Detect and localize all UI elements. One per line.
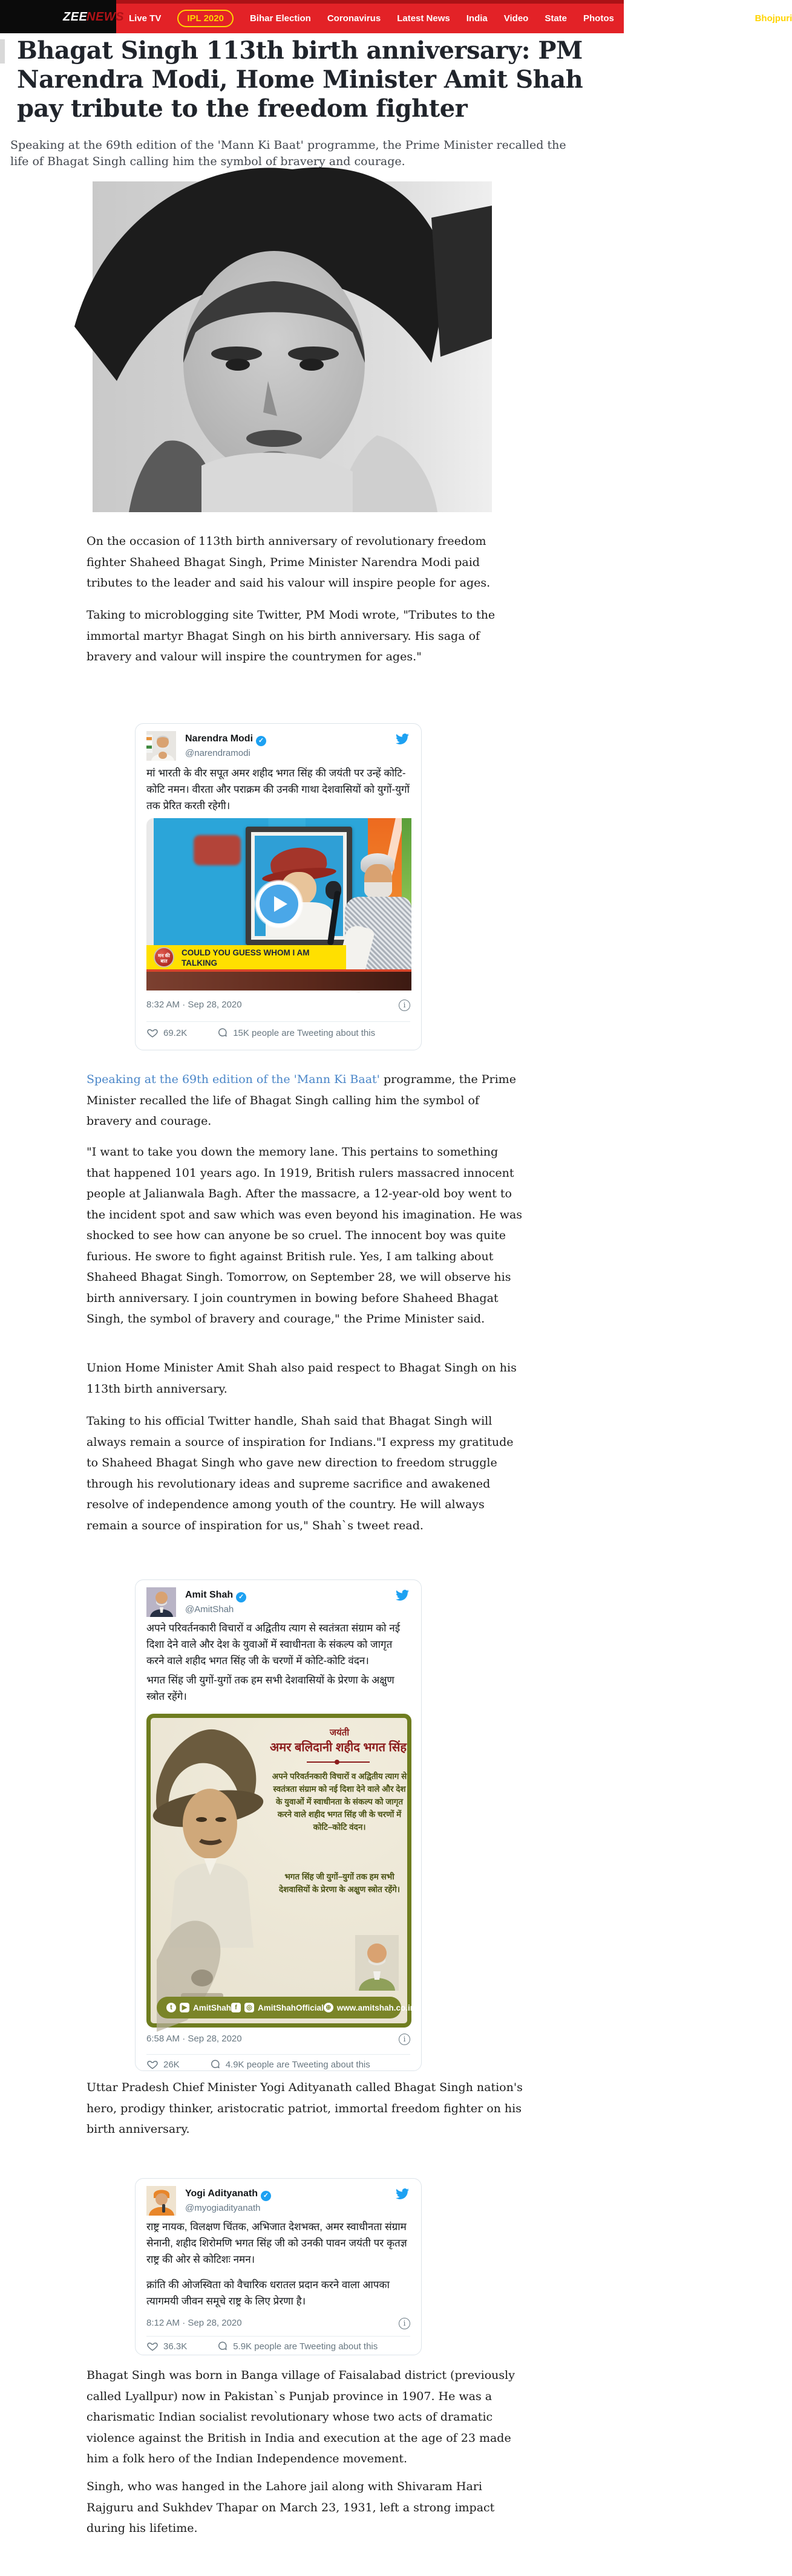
- poster-social-facebook: f ◎ AmitShahOfficial: [231, 2003, 324, 2012]
- like-button[interactable]: [146, 1027, 187, 1038]
- heart-icon: [146, 1027, 159, 1038]
- retweet-text: 15K people are Tweeting about this: [233, 1027, 376, 1038]
- like-count: 36.3K: [163, 2341, 188, 2352]
- nav-item-state[interactable]: State: [545, 13, 568, 24]
- like-button[interactable]: [146, 2341, 187, 2352]
- poster-title: अमर बलिदानी शहीद भगत सिंह: [270, 1741, 407, 1754]
- retweet-text: 5.9K people are Tweeting about this: [233, 2341, 378, 2352]
- like-button[interactable]: [146, 2059, 180, 2070]
- article-paragraph-8: Bhagat Singh was born in Banga village of Faisalabad district (previously called Lyallpur) now in Pakistan`s Punjab province in 1907. He was a charismatic Indian socialist revolutionary whose two acts of dramatic violence against the British in India and execution at the age of 23 made him a folk hero of the Indian Independence movement.: [87, 2369, 515, 2465]
- tweet-divider: [146, 2336, 410, 2337]
- tweet-text-hindi-2: क्रांति की ओजस्विता को वैचारिक धरातल प्रदान करने वाला आपका त्यागमयी जीवन समूचे राष्ट्र के लिए प्रेरणा है।: [146, 2279, 390, 2307]
- retweet-text: 4.9K people are Tweeting about this: [225, 2059, 370, 2070]
- poster-body-text-2: भगत सिंह जी युगों–युगों तक हम सभी देशवासियों के प्रेरणा के अक्षुण स्त्रोत रहेंगे।: [278, 1872, 401, 1894]
- poster-amit-shah-photo: [355, 1935, 399, 1991]
- tweet-video-thumbnail[interactable]: [146, 818, 411, 990]
- tweet-timestamp[interactable]: 8:12 AM · Sep 28, 2020: [146, 2318, 242, 2328]
- article-paragraph-7: Uttar Pradesh Chief Minister Yogi Adityanath called Bhagat Singh nation's hero, prodigy thinker, aristocratic patriot, immortal freedom fighter on his birth anniversary.: [87, 2081, 523, 2136]
- mann-ki-baat-link[interactable]: Speaking at the 69th edition of the 'Mann Ki Baat': [87, 1073, 380, 1086]
- avatar-yogi-adityanath[interactable]: [146, 2186, 176, 2216]
- zee-logo-text[interactable]: ZEE: [63, 10, 88, 24]
- nav-item-ipl-2020[interactable]: IPL 2020: [177, 10, 234, 27]
- tweet-timestamp[interactable]: 6:58 AM · Sep 28, 2020: [146, 2034, 242, 2044]
- globe-icon: ⊕: [324, 2003, 333, 2012]
- nav-item-photos[interactable]: Photos: [583, 13, 614, 24]
- scrollbar-fragment: [0, 39, 5, 63]
- bhagat-singh-portrait-art: [93, 181, 492, 512]
- nav-item-india[interactable]: India: [466, 13, 488, 24]
- page-title: Bhagat Singh 113th birth anniversary: PM Narendra Modi, Home Minister Amit Shah pay tribute to the freedom fighter: [17, 36, 583, 123]
- tweet-engagement-row: [146, 1027, 410, 1038]
- poster-social-twitter: t ▶ AmitShah: [166, 2003, 231, 2012]
- tweet-text-hindi-1: राष्ट्र नायक, विलक्षण चिंतक, अभिजात देशभक्त, अमर स्वाधीनता संग्राम सेनानी, शहीद शिरोमणि भगत सिंह जी को उनकी पावन जयंती पर कृतज्ञ राष्ट्र की ओर से कोटिशः नमन।: [146, 2221, 407, 2265]
- article-paragraph-9: Singh, who was hanged in the Lahore jail along with Shivaram Hari Rajguru and Sukhdev Thapar on March 23, 1931, left a strong impact during his lifetime.: [87, 2480, 495, 2535]
- poster-body-text-1: अपने परिवर्तनकारी विचारों व अद्वितीय त्याग से स्वतंत्रता संग्राम को नई दिशा देने वाले और देश के युवाओं में स्वाधीनता के संकल्प को जागृत करने वाले शहीद भगत सिंह जी के चरणों में कोटि–कोटि वंदन।: [272, 1772, 407, 1832]
- avatar-amit-shah[interactable]: [146, 1587, 176, 1617]
- like-count: 69.2K: [163, 1027, 188, 1038]
- tweet-author-handle[interactable]: @myogiadityanath: [185, 2203, 261, 2213]
- article-paragraph-1: On the occasion of 113th birth anniversary of revolutionary freedom fighter Shaheed Bhagat Singh, Prime Minister Narendra Modi paid tributes to the leader and said his valour will inspire people for ages.: [87, 535, 491, 590]
- play-button[interactable]: [256, 881, 302, 927]
- tweet-text-hindi-1: अपने परिवर्तनकारी विचारों व अद्वितीय त्याग से स्वतंत्रता संग्राम को नई दिशा देने वाले और देश के युवाओं में स्वाधीनता के संकल्प को जागृत करने वाले शहीद भगत सिंह जी के चरणों में कोटि-कोटि वंदन।: [146, 1622, 401, 1667]
- tweet-card-narendra-modi: [135, 723, 422, 1050]
- tweet-card-amit-shah: [135, 1579, 422, 2071]
- studio-red-shape: [194, 835, 241, 865]
- article-paragraph-3: Speaking at the 69th edition of the 'Mann Ki Baat' programme, the Prime Minister recalled the life of Bhagat Singh calling him the symbol of bravery and courage.: [87, 1073, 516, 1128]
- tweet-timestamp[interactable]: 8:32 AM · Sep 28, 2020: [146, 1000, 242, 1010]
- tweet-engagement-row: [146, 2341, 410, 2352]
- nav-items: [124, 4, 792, 33]
- tweet-author-name[interactable]: Narendra Modi ✓: [185, 733, 266, 746]
- speech-bubble-icon: [209, 2059, 221, 2070]
- tweet-text-hindi-2: भगत सिंह जी युगों-युगों तक हम सभी देशवासियों के प्रेरणा के अक्षुण स्त्रोत रहेंगे।: [146, 1674, 394, 1702]
- heart-icon: [146, 2341, 159, 2352]
- nav-item-cricket[interactable]: Cricket: [630, 13, 661, 24]
- verified-badge-icon: ✓: [261, 2191, 271, 2201]
- verified-badge-icon: ✓: [256, 736, 266, 746]
- nav-item-latest-news[interactable]: Latest News: [397, 13, 450, 24]
- poster-social-bar: [157, 1997, 416, 2018]
- speech-bubble-icon: [216, 2341, 228, 2352]
- verified-badge-icon: ✓: [236, 1592, 246, 1602]
- studio-desk: [146, 972, 411, 990]
- nav-item-live-tv[interactable]: Live TV: [129, 13, 162, 24]
- mann-ki-baat-logo: मन की बात: [154, 947, 174, 968]
- avatar-narendra-modi[interactable]: [146, 731, 176, 761]
- poster-title-small: जयंती: [329, 1728, 350, 1738]
- tweet-divider: [146, 2054, 410, 2055]
- twitter-icon: t: [166, 2003, 176, 2012]
- twitter-bird-icon[interactable]: [394, 732, 410, 746]
- tweet-author-name[interactable]: Amit Shah ✓: [185, 1590, 246, 1602]
- article-paragraph-6: Taking to his official Twitter handle, Shah said that Bhagat Singh will always remain a source of inspiration for Indians."I express my gratitude to Shaheed Bhagat Singh who gave new direction to freedom struggle through his revolutionary ideas and supreme sacrifice and awakened resolve of independence among youth of the country. He will always remain a source of inspiration for us," Shah`s tweet read.: [87, 1414, 514, 1532]
- tweet-author-handle[interactable]: @narendramodi: [185, 748, 250, 758]
- like-count: 26K: [163, 2059, 180, 2070]
- tweet-image-poster[interactable]: [146, 1714, 416, 2028]
- twitter-bird-icon[interactable]: [394, 2187, 410, 2200]
- tweeting-about-link[interactable]: [216, 2341, 378, 2352]
- nav-item-entertainment[interactable]: Entertainment: [677, 13, 739, 24]
- info-icon[interactable]: i: [399, 1000, 410, 1011]
- nav-item-video[interactable]: Video: [503, 13, 529, 24]
- poster-social-website: ⊕ www.amitshah.co.in: [324, 2003, 415, 2012]
- top-navbar: [0, 0, 792, 33]
- youtube-icon: ▶: [180, 2003, 189, 2012]
- nav-item-coronavirus[interactable]: Coronavirus: [327, 13, 381, 24]
- poster-divider: [307, 1761, 370, 1763]
- tweet-text-hindi: मां भारती के वीर सपूत अमर शहीद भगत सिंह की जयंती पर उन्हें कोटि-कोटि नमन। वीरता और पराक्रम की उनकी गाथा देशवासियों को युगों-युगों तक प्रेरित करती रहेगी।: [146, 767, 410, 812]
- twitter-bird-icon[interactable]: [394, 1589, 410, 1602]
- news-logo-text[interactable]: NEWS: [87, 10, 124, 24]
- article-paragraph-4: "I want to take you down the memory lane. This pertains to something that happened 101 years ago. In 1919, British rulers massacred innocent people at Jalianwala Bagh. After the massacre, a 12-year-old boy went to the incident spot and saw which was even beyond his imagination. He was shocked to see how can anyone be so cruel. The innocent boy was quite furious. He swore to fight against British rule. Yes, I am talking about Shaheed Bhagat Singh. Tomorrow, on September 28, we will observe his birth anniversary. I join countrymen in bowing before Shaheed Bhagat Singh, the symbol of bravery and courage," the Prime Minister said.: [87, 1145, 523, 1325]
- instagram-icon: ◎: [244, 2003, 254, 2012]
- video-caption-text: COULD YOU GUESS WHOM I AM TALKING: [182, 948, 310, 968]
- tweeting-about-link[interactable]: [209, 2059, 370, 2070]
- facebook-icon: f: [231, 2003, 241, 2012]
- speech-bubble-icon: [216, 1027, 228, 1038]
- tweeting-about-link[interactable]: [216, 1027, 375, 1038]
- tweet-card-yogi-adityanath: [135, 2178, 422, 2355]
- info-icon[interactable]: i: [399, 2318, 410, 2329]
- tweet-engagement-row: [146, 2059, 410, 2070]
- article-subtitle: Speaking at the 69th edition of the 'Mann Ki Baat' programme, the Prime Minister recalled the life of Bhagat Singh calling him the symbol of bravery and courage.: [10, 138, 566, 168]
- info-icon[interactable]: i: [399, 2034, 410, 2045]
- hero-image-bhagat-singh: [93, 181, 492, 512]
- tweet-divider: [146, 1021, 410, 1022]
- heart-icon: [146, 2059, 159, 2070]
- nav-item-bhojpuri[interactable]: Bhojpuri: [754, 13, 792, 24]
- tweet-author-name[interactable]: Yogi Adityanath ✓: [185, 2188, 271, 2201]
- nav-item-bihar-election[interactable]: Bihar Election: [249, 13, 311, 24]
- tweet-author-handle[interactable]: @AmitShah: [185, 1604, 234, 1615]
- video-caption-bar: [146, 945, 346, 969]
- article-paragraph-5: Union Home Minister Amit Shah also paid respect to Bhagat Singh on his 113th birth anniversary.: [87, 1361, 517, 1396]
- article-paragraph-2: Taking to microblogging site Twitter, PM Modi wrote, "Tributes to the immortal martyr Bhagat Singh on his birth anniversary. His saga of bravery and valour will inspire the countrymen for ages.": [87, 608, 496, 663]
- poster-bhagat-singh-painting: [151, 1718, 272, 2032]
